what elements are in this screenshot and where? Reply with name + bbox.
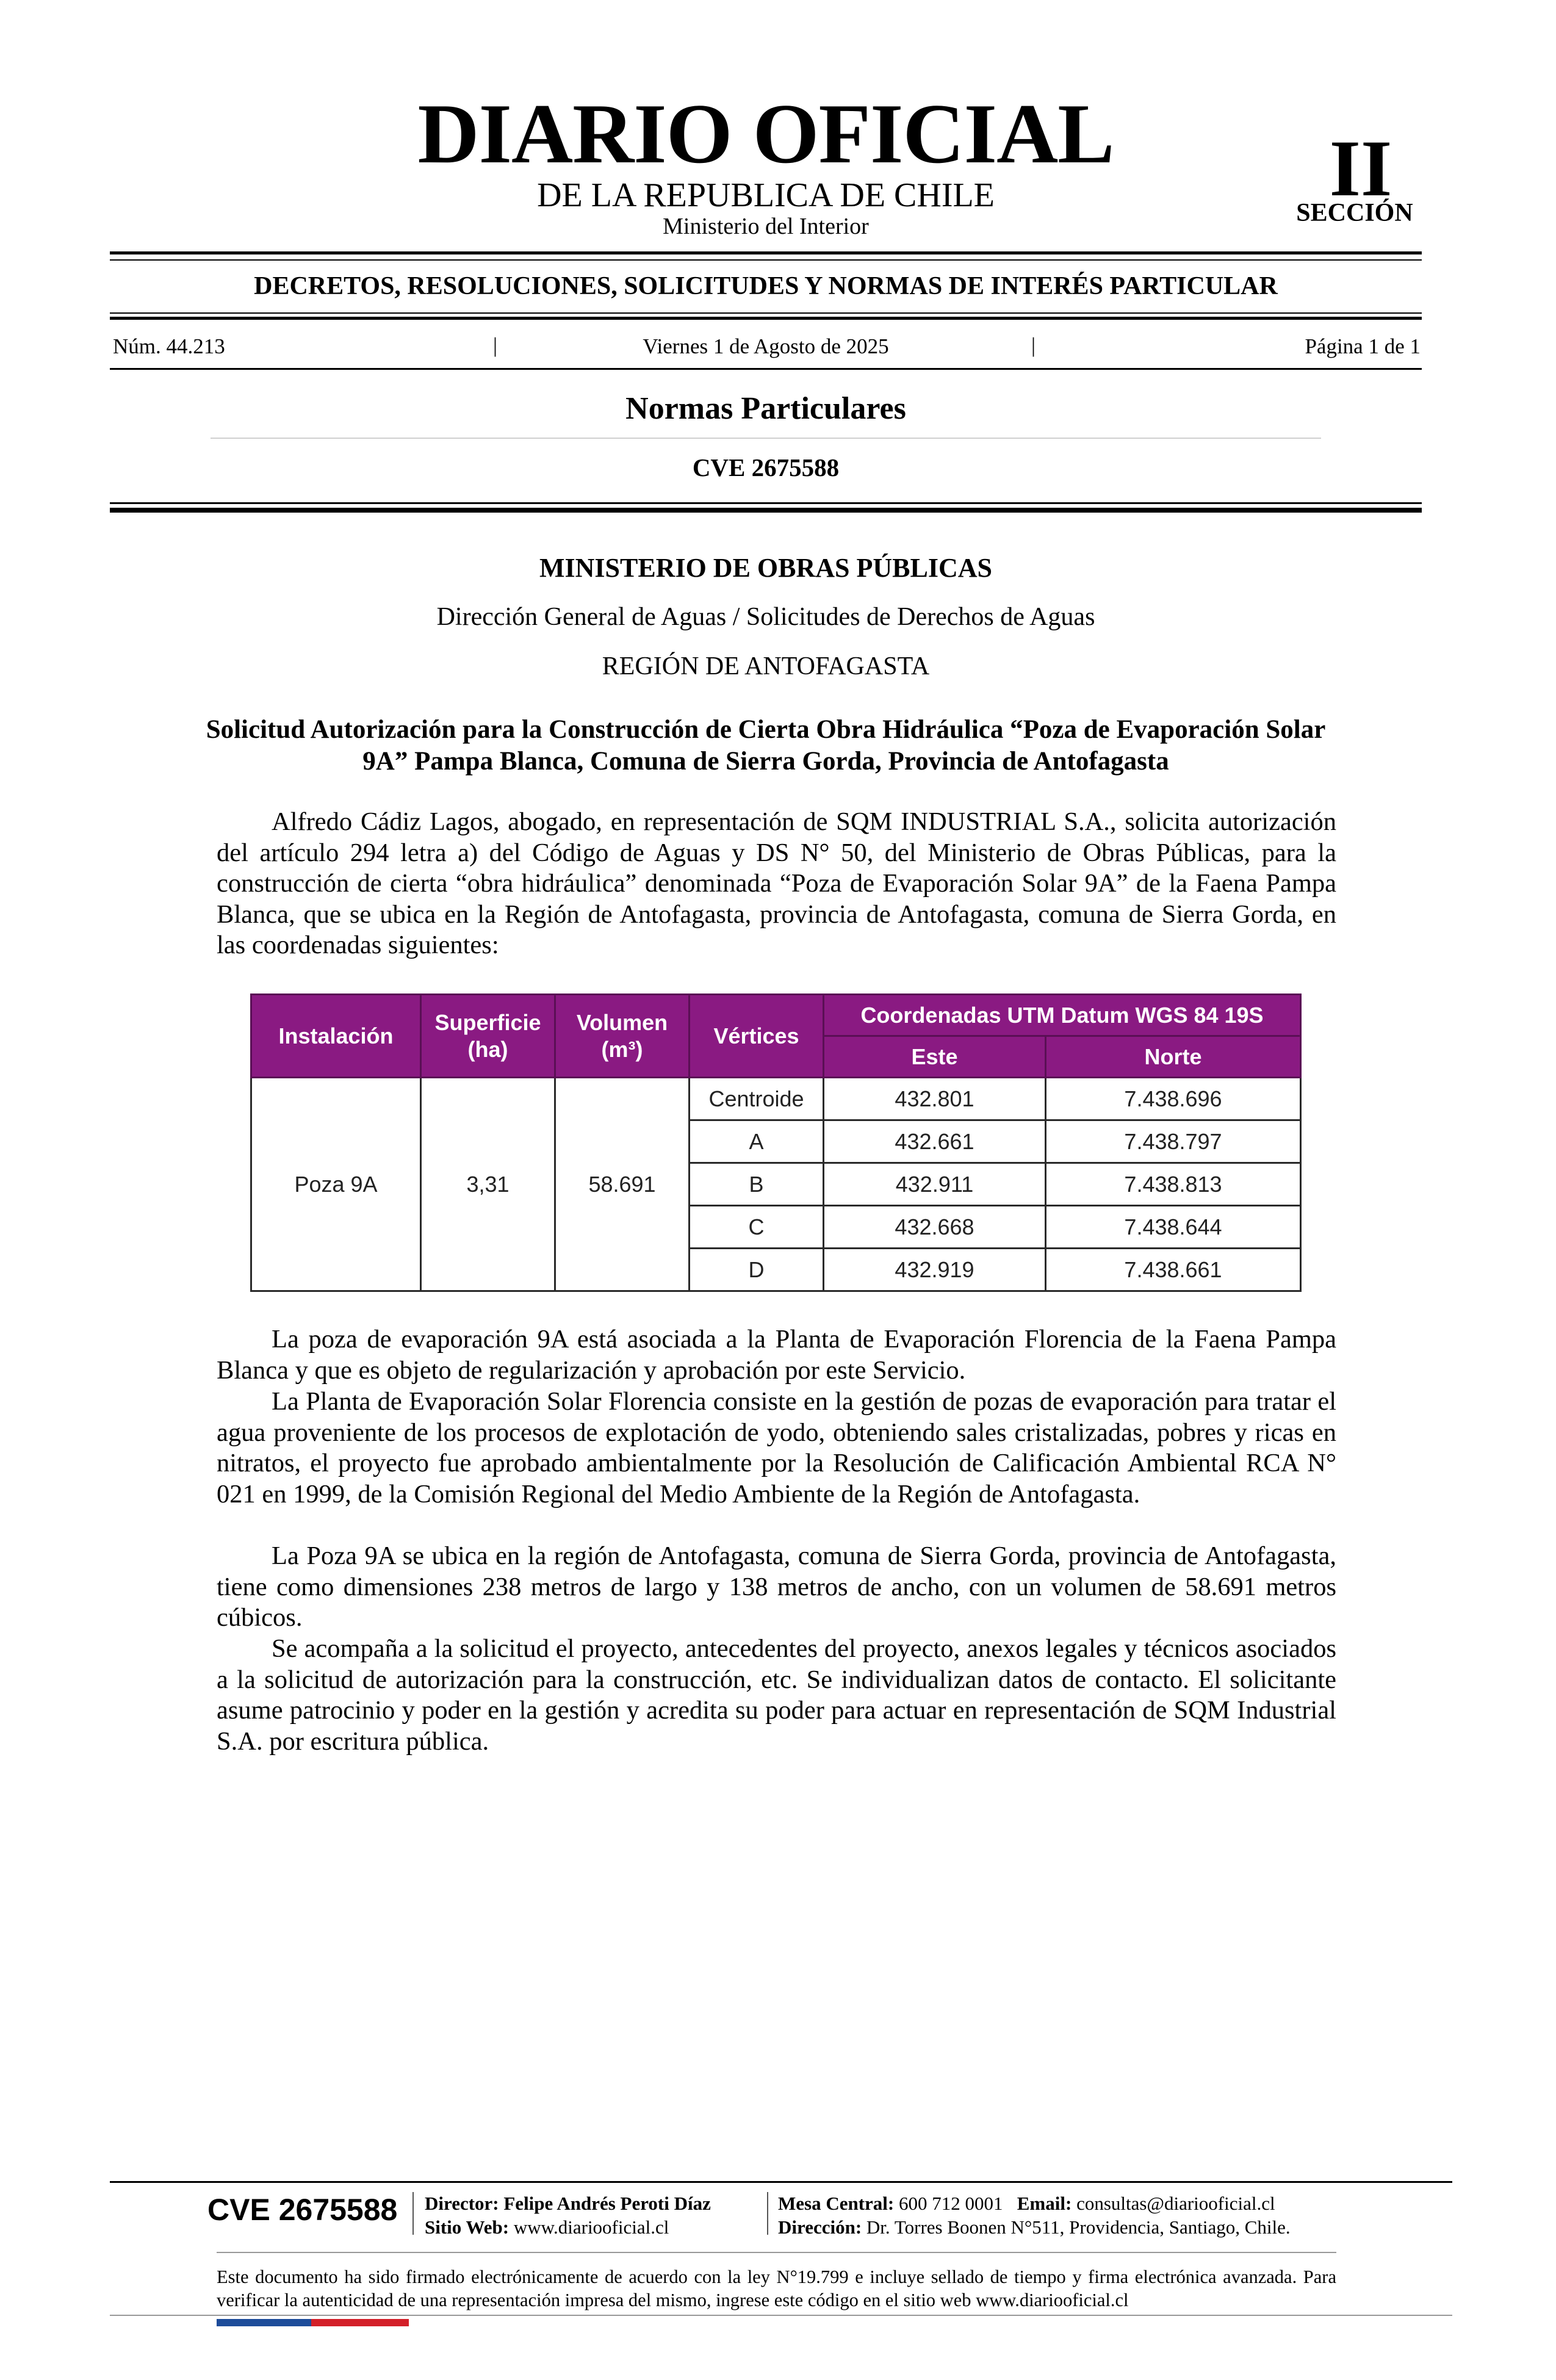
meta-separator: | <box>493 333 498 357</box>
header-volumen: Volumen (m³) <box>555 995 690 1078</box>
section-number: II <box>1329 123 1392 213</box>
cell-norte: 7.438.661 <box>1046 1249 1301 1291</box>
director-name: Felipe Andrés Peroti Díaz <box>503 2193 711 2214</box>
newspaper-subtitle: DE LA REPUBLICA DE CHILE <box>537 176 995 214</box>
issue-number: Núm. 44.213 <box>113 334 225 358</box>
header-este: Este <box>824 1036 1046 1078</box>
header-end-rule-thin <box>110 502 1422 504</box>
paragraph: Se acompaña a la solicitud el proyecto, antecedentes del proyecto, anexos legales y técnicos asociados a la solicitud de autorización para la construcción, etc. Se individualizan datos de contacto. El solicitante asume patrocinio y poder en la gestión y acredita su poder para actuar en representación de SQM Industrial S.A. por escritura pública. <box>217 1634 1336 1756</box>
section-heading: Normas Particulares <box>625 391 906 426</box>
website-link[interactable]: www.diariooficial.cl <box>513 2216 669 2238</box>
banner-rule-thick <box>110 317 1422 320</box>
header-end-rule-thick <box>110 508 1422 513</box>
cell-vertice: D <box>690 1249 824 1291</box>
paragraph: La Poza 9A se ubica en la región de Antofagasta, comuna de Sierra Gorda, provincia de Antofagasta, tiene como dimensiones 238 metros de largo y 138 metros de ancho, con un volumen de 58.691 metros cúbicos. <box>217 1542 1336 1632</box>
footer-director-block: Director: Felipe Andrés Peroti Díaz Sitio Web: www.diariooficial.cl <box>425 2193 711 2238</box>
header-superficie: Superficie (ha) <box>421 995 555 1078</box>
section-banner: DECRETOS, RESOLUCIONES, SOLICITUDES Y NORMAS DE INTERÉS PARTICULAR <box>254 272 1278 300</box>
region-heading: REGIÓN DE ANTOFAGASTA <box>602 652 930 680</box>
cell-este: 432.668 <box>824 1206 1046 1249</box>
cell-instalacion: Poza 9A <box>251 1078 421 1291</box>
meta-rule <box>110 368 1422 370</box>
cve-code: CVE 2675588 <box>692 453 840 481</box>
cell-norte: 7.438.797 <box>1046 1120 1301 1163</box>
cell-volumen: 58.691 <box>555 1078 690 1291</box>
paragraph: La Planta de Evaporación Solar Florencia consiste en la gestión de pozas de evaporación para tratar el agua proveniente de los procesos de explotación de yodo, obteniendo sales cristalizadas, pobres y ricas en nitratos, el proyecto fue aprobado ambientalmente por la Resolución de Calificación Ambiental RCA N° 021 en 1999, de la Comisión Regional del Medio Ambiente de la Región de Antofagasta. <box>217 1387 1336 1509</box>
flag-stripe-red <box>311 2319 409 2326</box>
issue-date: Viernes 1 de Agosto de 2025 <box>643 334 889 358</box>
section-label: SECCIÓN <box>1296 199 1413 227</box>
issuing-direction: Dirección General de Aguas / Solicitudes de Derechos de Aguas <box>436 603 1095 631</box>
footer-bottom-rule <box>110 2315 1452 2316</box>
cell-vertice: A <box>690 1120 824 1163</box>
cell-vertice: C <box>690 1206 824 1249</box>
cell-vertice: B <box>690 1163 824 1206</box>
banner-rule-thin <box>110 312 1422 314</box>
office-address: Dr. Torres Boonen N°511, Providencia, Santiago, Chile. <box>866 2216 1291 2238</box>
cell-este: 432.919 <box>824 1249 1046 1291</box>
cell-este: 432.661 <box>824 1120 1046 1163</box>
cell-este: 432.911 <box>824 1163 1046 1206</box>
flag-stripe-blue <box>217 2319 311 2326</box>
cell-superficie: 3,31 <box>421 1078 555 1291</box>
cell-norte: 7.438.696 <box>1046 1078 1301 1120</box>
request-title: Solicitud Autorización para la Construcción de Cierta Obra Hidráulica “Poza de Evaporación Solar 9A” Pampa Blanca, Comuna de Sierra Gorda, Provincia de Antofagasta <box>206 715 1326 776</box>
footer-contact-block: Mesa Central: 600 712 0001 Email: consultas@diariooficial.cl Dirección: Dr. Torres Boonen N°511, Providencia, Santiago, Chile. <box>778 2193 1291 2238</box>
paragraph: La poza de evaporación 9A está asociada a la Planta de Evaporación Florencia de la Faena Pampa Blanca y que es objeto de regularización y aprobación por este Servicio. <box>217 1325 1336 1385</box>
header-norte: Norte <box>1046 1036 1301 1078</box>
footer-cve-code: CVE 2675588 <box>207 2193 398 2227</box>
newspaper-title: DIARIO OFICIAL <box>417 87 1114 181</box>
newspaper-ministry: Ministerio del Interior <box>663 214 869 239</box>
masthead-rule-thin <box>110 259 1422 261</box>
meta-separator: | <box>1031 333 1036 357</box>
header-vertices: Vértices <box>690 995 824 1078</box>
paragraph: Alfredo Cádiz Lagos, abogado, en representación de SQM INDUSTRIAL S.A., solicita autorización del artículo 294 letra a) del Código de Aguas y DS N° 50, del Ministerio de Obras Públicas, para la construcción de cierta “obra hidráulica” denominada “Poza de Evaporación Solar 9A” de la Faena Pampa Blanca, que se ubica en la Región de Antofagasta, provincia de Antofagasta, comuna de Sierra Gorda, en las coordenadas siguientes: <box>217 807 1336 960</box>
footer-top-rule <box>110 2181 1452 2183</box>
cell-vertice: Centroide <box>690 1078 824 1120</box>
cell-norte: 7.438.813 <box>1046 1163 1301 1206</box>
cell-este: 432.801 <box>824 1078 1046 1120</box>
coordinates-table <box>250 993 1302 1292</box>
page-indicator: Página 1 de 1 <box>1305 334 1421 358</box>
section-underline <box>211 438 1321 439</box>
footer-separator <box>767 2192 768 2235</box>
legal-notice: Este documento ha sido firmado electrónicamente de acuerdo con la ley N°19.799 e incluye sellado de tiempo y firma electrónica avanzada. Para verificar la autenticidad de una representación impresa del mismo, ingrese este código en el sitio web www.diariooficial.cl <box>217 2266 1336 2311</box>
footer-separator <box>412 2192 414 2235</box>
cell-norte: 7.438.644 <box>1046 1206 1301 1249</box>
table-row <box>251 1078 1301 1120</box>
email-link[interactable]: consultas@diariooficial.cl <box>1076 2193 1275 2214</box>
header-instalacion: Instalación <box>251 995 421 1078</box>
footer-mid-rule <box>217 2252 1336 2253</box>
phone-number: 600 712 0001 <box>899 2193 1003 2214</box>
header-coordinates: Coordenadas UTM Datum WGS 84 19S <box>824 995 1301 1036</box>
issuing-ministry: MINISTERIO DE OBRAS PÚBLICAS <box>539 553 993 583</box>
masthead-rule-thick <box>110 251 1422 254</box>
